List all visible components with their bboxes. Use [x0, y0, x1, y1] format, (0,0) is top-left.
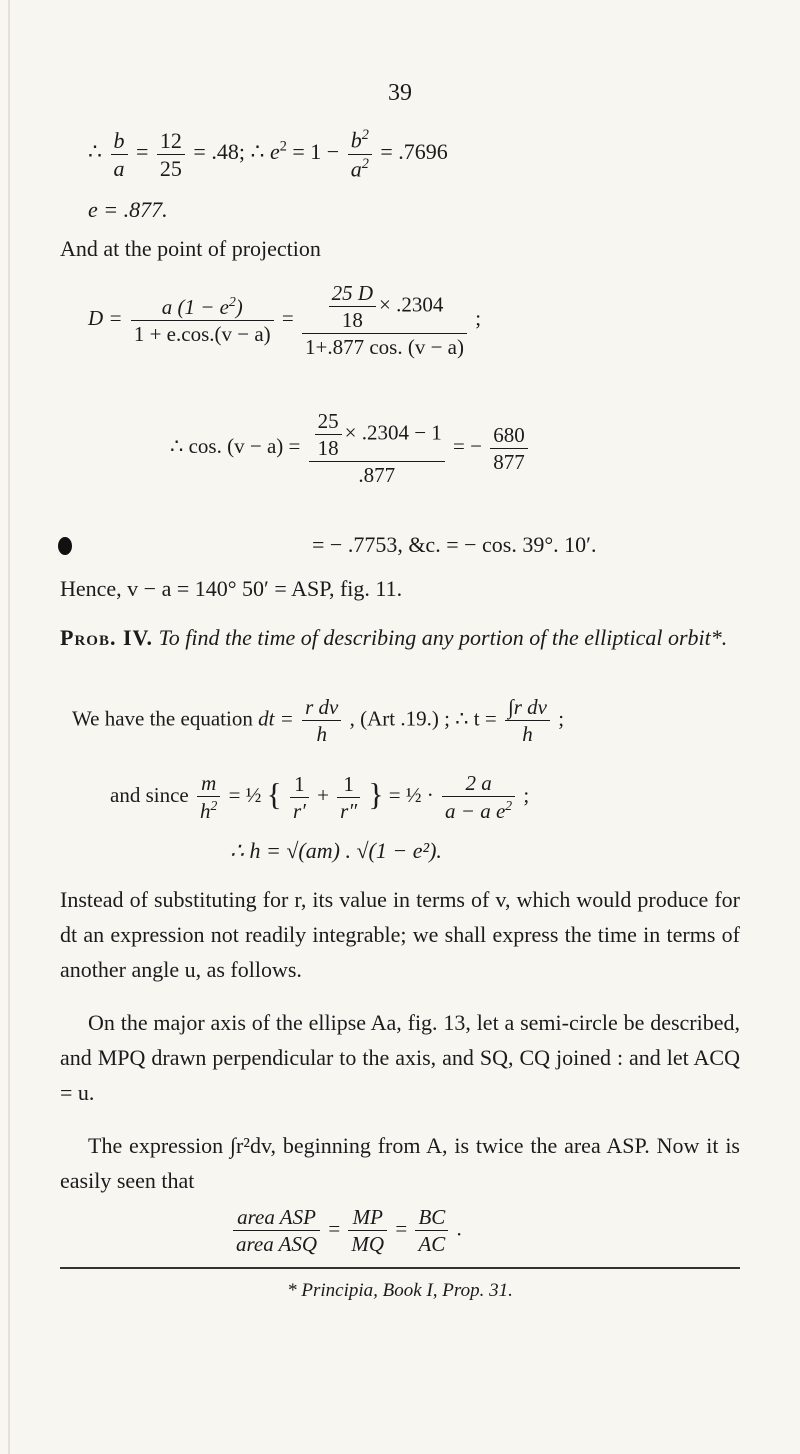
- one-half: ½: [245, 782, 262, 807]
- equation-cos: ∴ cos. (v − a) = $\frac{25}{18}$ × .2304 − 1 .877 = − $\frac{680}{877}$: [170, 410, 531, 486]
- equation-cos-value: = − .7753, &c. = − cos. 39°. 10′.: [312, 532, 597, 557]
- numerator-b: b: [111, 129, 128, 155]
- fraction-25D-over-18: [329, 282, 376, 331]
- denominator-877: .877: [358, 463, 396, 488]
- numerator-area-ASP: area ASP: [233, 1206, 320, 1231]
- fraction-12-over-25: [157, 129, 185, 180]
- ink-blot: [58, 537, 72, 555]
- fraction-cos: [309, 410, 445, 486]
- page-edge-shadow: [8, 0, 10, 1454]
- fraction-b-over-a: [111, 129, 128, 180]
- fraction-MP-over-MQ: [348, 1206, 387, 1255]
- denominator-h-2: h: [522, 722, 533, 747]
- numerator-12: 12: [157, 129, 185, 155]
- fraction-2a-over-a2-minus-a2e2: $\frac{2 a}{a - a e^2}$: [442, 772, 515, 822]
- paragraph-expression: [60, 1128, 740, 1198]
- value-048: .48;: [211, 139, 245, 165]
- fraction-25-over-18: [315, 410, 342, 459]
- value-7696: = .7696: [380, 139, 448, 165]
- fraction-BC-over-AC: [415, 1206, 448, 1255]
- problem-title: To find the time of describing any portion of the elliptical orbit*.: [158, 625, 728, 650]
- text-projection: And at the point of projection: [60, 236, 321, 261]
- fraction-1-over-r2: $\frac{1}{r''}$: [337, 773, 360, 822]
- exponent-2: 2: [279, 138, 287, 155]
- symbol-e: e: [269, 139, 280, 165]
- paragraph-major-axis: [60, 1005, 740, 1110]
- paragraph-major-axis-text: On the major axis of the ellipse Aa, fig. 13, let a semi-circle be described, and MPQ drawn perpendicular to the axis, and SQ, CQ joined : and let ACQ = u.: [60, 1010, 740, 1105]
- numerator-b-squared: b: [350, 127, 362, 153]
- denominator-877-2: 877: [493, 449, 525, 474]
- equation-since: and since $\frac{m}{h^2}$ = ½ { $\frac{1}{r'}$ + $\frac{1}{r''}$ } = ½ · $\frac{2 a}{a - a e^2}$ ;: [110, 771, 530, 824]
- equation-e-value: e = .877.: [88, 197, 168, 222]
- art-reference: , (Art .19.) ; ∴ t =: [349, 706, 497, 731]
- fraction-b2-over-a2: $\frac{b^2}{a^2}$: [348, 128, 372, 180]
- denominator-a-squared: a: [350, 156, 362, 182]
- times-2304-minus-1: × .2304 − 1: [344, 420, 442, 445]
- cos-lead: ∴ cos. (v − a) =: [170, 433, 301, 458]
- dt-symbol: dt =: [258, 706, 294, 731]
- therefore-sign-2: ∴: [250, 139, 265, 165]
- denominator-r-prime: r′: [293, 798, 306, 823]
- denominator-one-plus-ecos: 1 + e.cos.(v − a): [133, 322, 271, 347]
- equation-h: ∴ h = √(am) . √(1 − e²).: [230, 838, 442, 863]
- denominator-a2-minus-a2e2: a − a e: [445, 799, 506, 824]
- paragraph-expression-text: The expression ∫r²dv, beginning from A, is twice the area ASP. Now it is easily seen that: [60, 1133, 740, 1193]
- fraction-D-left: $\frac{a (1 - e^2)}{1 + e.\cos.(v - a)}$: [131, 295, 274, 345]
- denominator-h-squared: h: [199, 799, 211, 824]
- dt-lead: We have the equation: [72, 706, 253, 731]
- problem-label: Prob. IV.: [60, 625, 154, 650]
- fraction-integral-r2dv-over-h: [505, 696, 550, 745]
- times-2304: × .2304: [379, 292, 444, 317]
- therefore-sign: ∴: [88, 139, 102, 165]
- denominator-25: 25: [159, 155, 182, 181]
- since-lead: and since: [110, 782, 189, 807]
- fraction-1-over-r1: $\frac{1}{r'}$: [290, 773, 309, 822]
- fraction-area-ASP-over-area-ASQ: [233, 1206, 320, 1255]
- denominator-area-ASQ: area ASQ: [236, 1232, 318, 1257]
- equation-D: D = $\frac{a (1 - e^2)}{1 + e.\cos.(v - a)}$ = $\frac{25 D}{18}$ × .2304 1+.877 cos. (v − a) ;: [88, 281, 482, 360]
- denominator-MQ: MQ: [351, 1232, 385, 1257]
- fraction-680-over-877: [490, 424, 528, 473]
- symbol-D: D =: [88, 305, 123, 330]
- equation-area-ratio: $\frac{\text{area ASP}}{\text{area ASQ}}$ = $\frac{MP}{MQ}$ = $\frac{BC}{AC}$ .: [230, 1206, 462, 1255]
- numerator-a-one-minus-e: a (1 − e: [161, 295, 229, 320]
- page-number: 39: [388, 80, 412, 106]
- footnote: * Principia, Book I, Prop. 31.: [287, 1280, 513, 1301]
- numerator-25D: 25 D: [329, 282, 376, 307]
- fraction-D-right: [302, 282, 467, 358]
- numerator-680: 680: [490, 424, 528, 449]
- numerator-BC: BC: [415, 1206, 448, 1231]
- numerator-2a: 2 a: [442, 772, 515, 797]
- footnote-rule: [60, 1267, 740, 1269]
- equation-dt: We have the equation dt = $\frac{\text{r dv}}{h}$ , (Art .19.) ; ∴ t = $\frac{\text{∫r dv}}{h}$ ;: [72, 695, 565, 747]
- denominator-1-plus-877cos: 1+.877 cos. (v − a): [305, 335, 464, 360]
- problem-heading: [60, 620, 740, 655]
- denominator-a: a: [113, 155, 125, 181]
- denominator-18: 18: [317, 436, 339, 461]
- numerator-integral-r2dv: ∫r dv: [505, 696, 550, 721]
- denominator-AC: AC: [418, 1232, 446, 1257]
- denominator-r-double-prime: r″: [340, 798, 358, 823]
- one-minus: = 1 −: [292, 139, 340, 165]
- equation-eccentricity: ∴ $\frac{b}{a}$ = $\frac{12}{25}$ = .48; ∴ $e^2 = 1$ − $\frac{b^2}{a^2}$ = .7696: [88, 127, 448, 182]
- paragraph-instead: [60, 882, 740, 987]
- numerator-MP: MP: [348, 1206, 387, 1231]
- fraction-m-over-h2: $\frac{m}{h^2}$: [197, 772, 220, 822]
- fraction-r2dv-over-h: [302, 696, 341, 745]
- denominator-18: 18: [341, 308, 363, 333]
- denominator-h: h: [316, 722, 327, 747]
- numerator-25: 25: [315, 410, 342, 435]
- numerator-m: m: [197, 772, 220, 797]
- paragraph-instead-text: Instead of substituting for r, its value in terms of v, which would produce for dt an expression not readily integrable; we shall express the time in terms of another angle u, as follows.: [60, 887, 740, 982]
- numerator-r2dv: r dv: [302, 696, 341, 721]
- text-hence: Hence, v − a = 140° 50′ = ASP, fig. 11.: [60, 576, 403, 601]
